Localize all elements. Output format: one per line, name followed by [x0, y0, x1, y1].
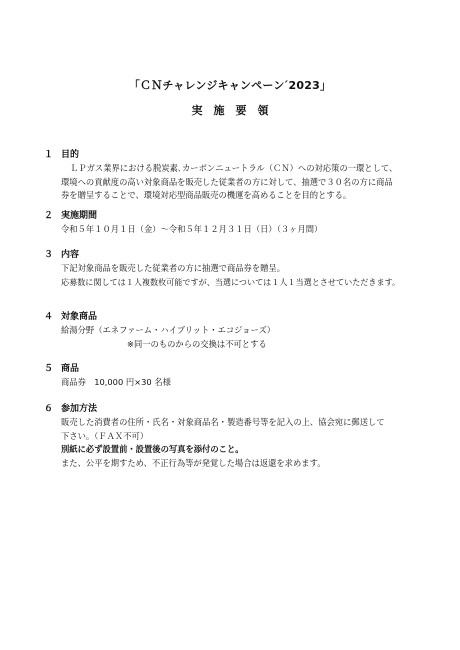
section-body [44, 416, 424, 470]
body-line: 券を贈呈することで、環境対応型商品販売の機運を高めることを目的とする。 [61, 190, 352, 200]
body-line: 給湯分野（エネファーム・ハイブリット・エコジョーズ） [61, 325, 276, 335]
section-number: ２ [44, 211, 54, 221]
document-title: 「ＣＮチャレンジキャンペーン ́2023」 [128, 79, 332, 92]
body-line: ＬＰガス業界における脱炭素､カーボンニュートラル（ＣＮ）への対応策の一環として、 [70, 163, 398, 173]
body-line: 下さい。（ＦＡＸ不可） [61, 430, 149, 441]
body-line: 応募数に関しては１人複数枚可能ですが、当選については１人１当選とさせていただきます。 [61, 276, 401, 287]
section-prize [44, 362, 424, 390]
section-label: 目的 [61, 150, 80, 160]
section-label: 参加方法 [61, 404, 98, 414]
section-body [44, 262, 424, 289]
section-heading [44, 402, 424, 416]
section-target-products [44, 310, 424, 351]
section-body [44, 324, 424, 351]
section-content [44, 248, 424, 289]
section-label: 対象商品 [61, 312, 98, 322]
section-label: 実施期間 [61, 211, 98, 221]
section-period [44, 209, 424, 237]
section-number: ４ [44, 312, 54, 322]
section-number: ６ [44, 404, 54, 414]
section-heading [44, 209, 424, 223]
section-label: 内容 [61, 250, 80, 260]
photo-requirement-line: 別紙に必ず設置前・設置後の写真を添付のこと。 [61, 444, 244, 454]
exclusion-note: ※同一のものからの交換は不可とする [127, 338, 267, 349]
document-subtitle: 実施要領 [191, 104, 280, 117]
section-heading [44, 148, 424, 162]
section-body [44, 376, 424, 390]
body-line: 令和５年１０月１日（金）～令和５年１２月３１日（日）（３ヶ月間） [61, 224, 323, 234]
body-line: 商品券 10,000 円×30 名様 [61, 377, 171, 387]
body-line: 販売した消費者の住所・氏名・対象商品名・製造番号等を記入の上、協会宛に郵送して [61, 417, 385, 427]
section-heading [44, 248, 424, 262]
body-line: 下記対象商品を販売した従業者の方に抽選で商品券を贈呈。 [61, 263, 286, 273]
body-line: また、公平を期すため、不正行為等が発覚した場合は返還を求めます。 [61, 457, 326, 468]
section-heading [44, 362, 424, 376]
section-body [44, 162, 424, 203]
body-line: 環境への貢献度の高い対象商品を販売した従業者の方に対して、抽選で３０名の方に商品 [61, 176, 393, 187]
section-label: 商品 [61, 364, 80, 374]
section-number: １ [44, 150, 54, 160]
section-number: ５ [44, 364, 54, 374]
section-body [44, 223, 424, 237]
section-heading [44, 310, 424, 324]
section-number: ３ [44, 250, 54, 260]
section-purpose [44, 148, 424, 203]
section-how-to-enter [44, 402, 424, 470]
